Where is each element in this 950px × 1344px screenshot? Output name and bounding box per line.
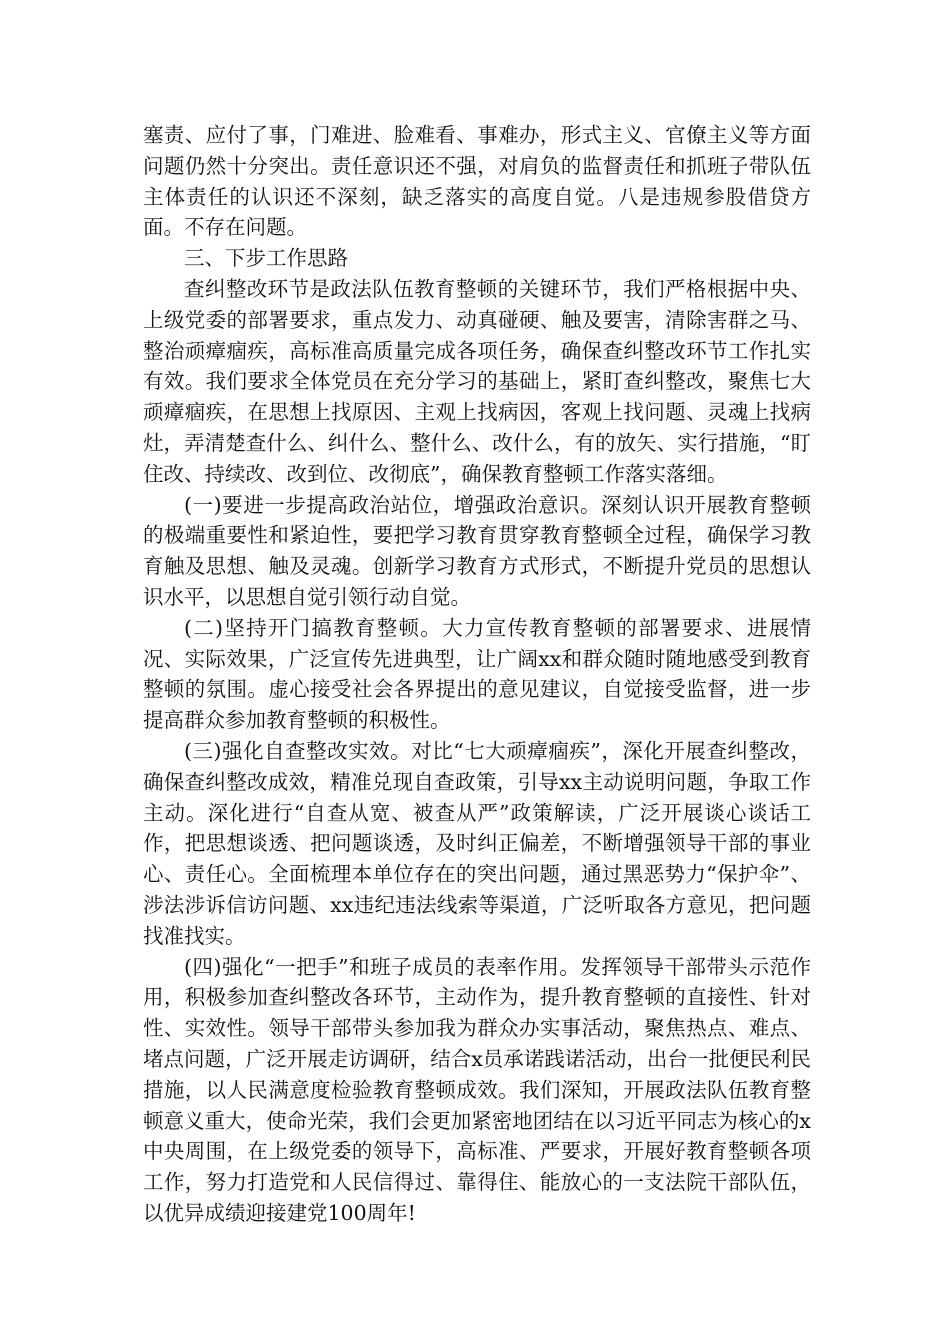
- paragraph-continuation: 塞责、应付了事，门难进、脸难看、事难办，形式主义、官僚主义等方面问题仍然十分突出。责任意识还不强，对肩负的监督责任和抓班子带队伍主体责任的认识还不深刻，缺乏落实的高度自觉。八是违规参股借贷方面。不存在问题。: [143, 123, 811, 240]
- paragraph-item-3: (三)强化自查整改实效。对比“七大顽瘴痼疾”，深化开展查纠整改，确保查纠整改成效，精准兑现自查政策，引导xx主动说明问题，争取工作主动。深化进行“自查从宽、被查从严”政策解读，广泛开展谈心谈话工作，把思想谈透、把问题谈透，及时纠正偏差，不断增强领导干部的事业心、责任心。全面梳理本单位存在的突出问题，通过黑恶势力“保护伞”、涉法涉诉信访问题、xx违纪违法线索等渠道，广泛听取各方意见，把问题找准找实。: [143, 738, 811, 948]
- document-body: [143, 120, 811, 1229]
- section-heading: 三、下步工作思路: [184, 246, 348, 271]
- paragraph-intro: 查纠整改环节是政法队伍教育整顿的关键环节，我们严格根据中央、上级党委的部署要求，重点发力、动真碰硬、触及要害，清除害群之马、整治顽瘴痼疾，高标准高质量完成各项任务，确保查纠整改环节工作扎实有效。我们要求全体党员在充分学习的基础上，紧盯查纠整改，聚焦七大顽瘴痼疾，在思想上找原因、主观上找病因，客观上找问题、灵魂上找病灶，弄清楚查什么、纠什么、整什么、改什么，有的放矢、实行措施，“盯住改、持续改、改到位、改彻底”，确保教育整顿工作落实落细。: [143, 276, 811, 486]
- paragraph-item-1: (一)要进一步提高政治站位，增强政治意识。深刻认识开展教育整顿的极端重要性和紧迫性，要把学习教育贯穿教育整顿全过程，确保学习教育触及思想、触及灵魂。创新学习教育方式形式，不断提升党员的思想认识水平，以思想自觉引领行动自觉。: [143, 492, 811, 609]
- paragraph-item-4: (四)强化“一把手”和班子成员的表率作用。发挥领导干部带头示范作用，积极参加查纠整改各环节，主动作为，提升教育整顿的直接性、针对性、实效性。领导干部带头参加我为群众办实事活动，聚焦热点、难点、堵点问题，广泛开展走访调研，结合x员承诺践诺活动，出台一批便民利民措施，以人民满意度检验教育整顿成效。我们深知，开展政法队伍教育整顿意义重大，使命光荣，我们会更加紧密地团结在以习近平同志为核心的x中央周围，在上级党委的领导下，高标准、严要求，开展好教育整顿各项工作，努力打造党和人民信得过、靠得住、能放心的一支法院干部队伍，以优异成绩迎接建党100周年!: [143, 954, 811, 1225]
- paragraph-item-2: (二)坚持开门搞教育整顿。大力宣传教育整顿的部署要求、进展情况、实际效果，广泛宣传先进典型，让广阔xx和群众随时随地感受到教育整顿的氛围。虚心接受社会各界提出的意见建议，自觉接受监督，进一步提高群众参加教育整顿的积极性。: [143, 615, 811, 733]
